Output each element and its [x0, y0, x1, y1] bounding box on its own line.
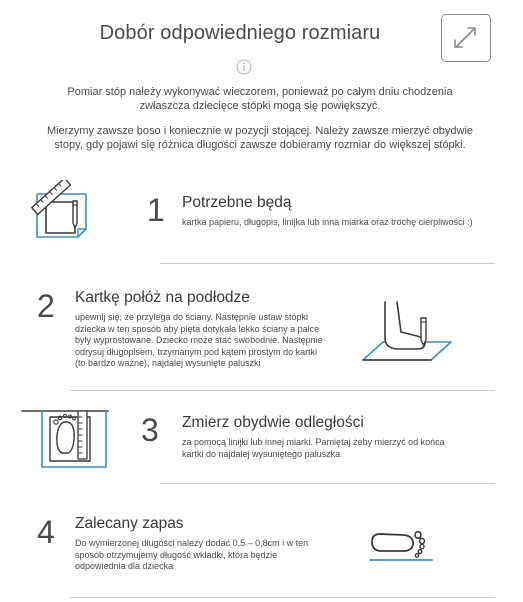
expand-button[interactable] [441, 14, 491, 62]
step-2-line-4: odrysuj długopisem, trzymanym pod kątem prostym do kartki [75, 346, 318, 357]
expand-icon [442, 15, 489, 60]
intro-line-4: stopy, gdy pojawi się różnica długości zawsze dobieramy rozmiar do większej stópki. [54, 139, 466, 151]
step-2-number: 2 [37, 288, 55, 324]
step-4-line-1: Do wymierzonej długości należy dodać 0,5 – 0,8cm i w ten [75, 538, 309, 548]
foot-outline-ruler-icon [20, 403, 110, 479]
step-2-title: Kartkę połóż na podłodze [75, 289, 250, 306]
step-4-line-3: odpowiednia dla dziecka [75, 561, 174, 571]
step-3-line-2: kartki do najdalej wysuniętego paluszka [182, 448, 341, 459]
foot-on-paper-icon [355, 298, 455, 366]
separator-1 [160, 263, 495, 264]
step-4-title: Zalecany zapas [75, 515, 184, 532]
intro-line-1: Pomiar stóp należy wykonywać wieczorem, ponieważ po całym dniu chodzenia [67, 86, 453, 98]
step-3-number: 3 [141, 412, 159, 448]
separator-2 [70, 390, 495, 391]
step-1-number: 1 [147, 192, 165, 228]
step-4-number: 4 [37, 514, 55, 550]
paper-pencil-ruler-icon [28, 180, 90, 242]
step-3-title: Zmierz obydwie odległości [182, 414, 364, 431]
foot-outline-icon [366, 522, 438, 564]
intro-line-2: zwłaszcza dziecięce stópki mogą się powiększyć. [139, 100, 381, 112]
separator-4 [70, 597, 495, 598]
step-1-title: Potrzebne będą [182, 194, 292, 211]
step-1-line-1: kartka papieru, długopis, linijka lub inna miarka oraz trochę cierpliwości :) [182, 217, 473, 227]
step-4-line-2: sposób otrzymujemy długość wkładki, która będzie [75, 549, 278, 560]
step-2-line-3: były wyprostowane. Dziecko może stać swobodnie. Następnie [75, 335, 323, 345]
intro-line-3: Mierzymy zawsze boso i koniecznie w pozycji stojącej. Należy zawsze mierzyć obydwie [46, 125, 474, 137]
separator-3 [160, 483, 495, 484]
step-3-line-1: za pomocą linijki lub innej miarki. Pamiętaj żeby mierzyć od końca [182, 437, 445, 447]
info-icon [236, 59, 252, 75]
step-2-line-1: upewnij się, że przylega do ściany. Następnie ustaw stópki [75, 312, 308, 322]
step-2-line-2: dziecka w ten sposób aby pięta dotykała lekko ściany a palce [75, 323, 320, 334]
step-2-line-5: (to bardzo ważne), najdalej wysunięte paluszki [75, 358, 261, 368]
page-title: Dobór odpowiedniego rozmiaru [99, 22, 381, 44]
